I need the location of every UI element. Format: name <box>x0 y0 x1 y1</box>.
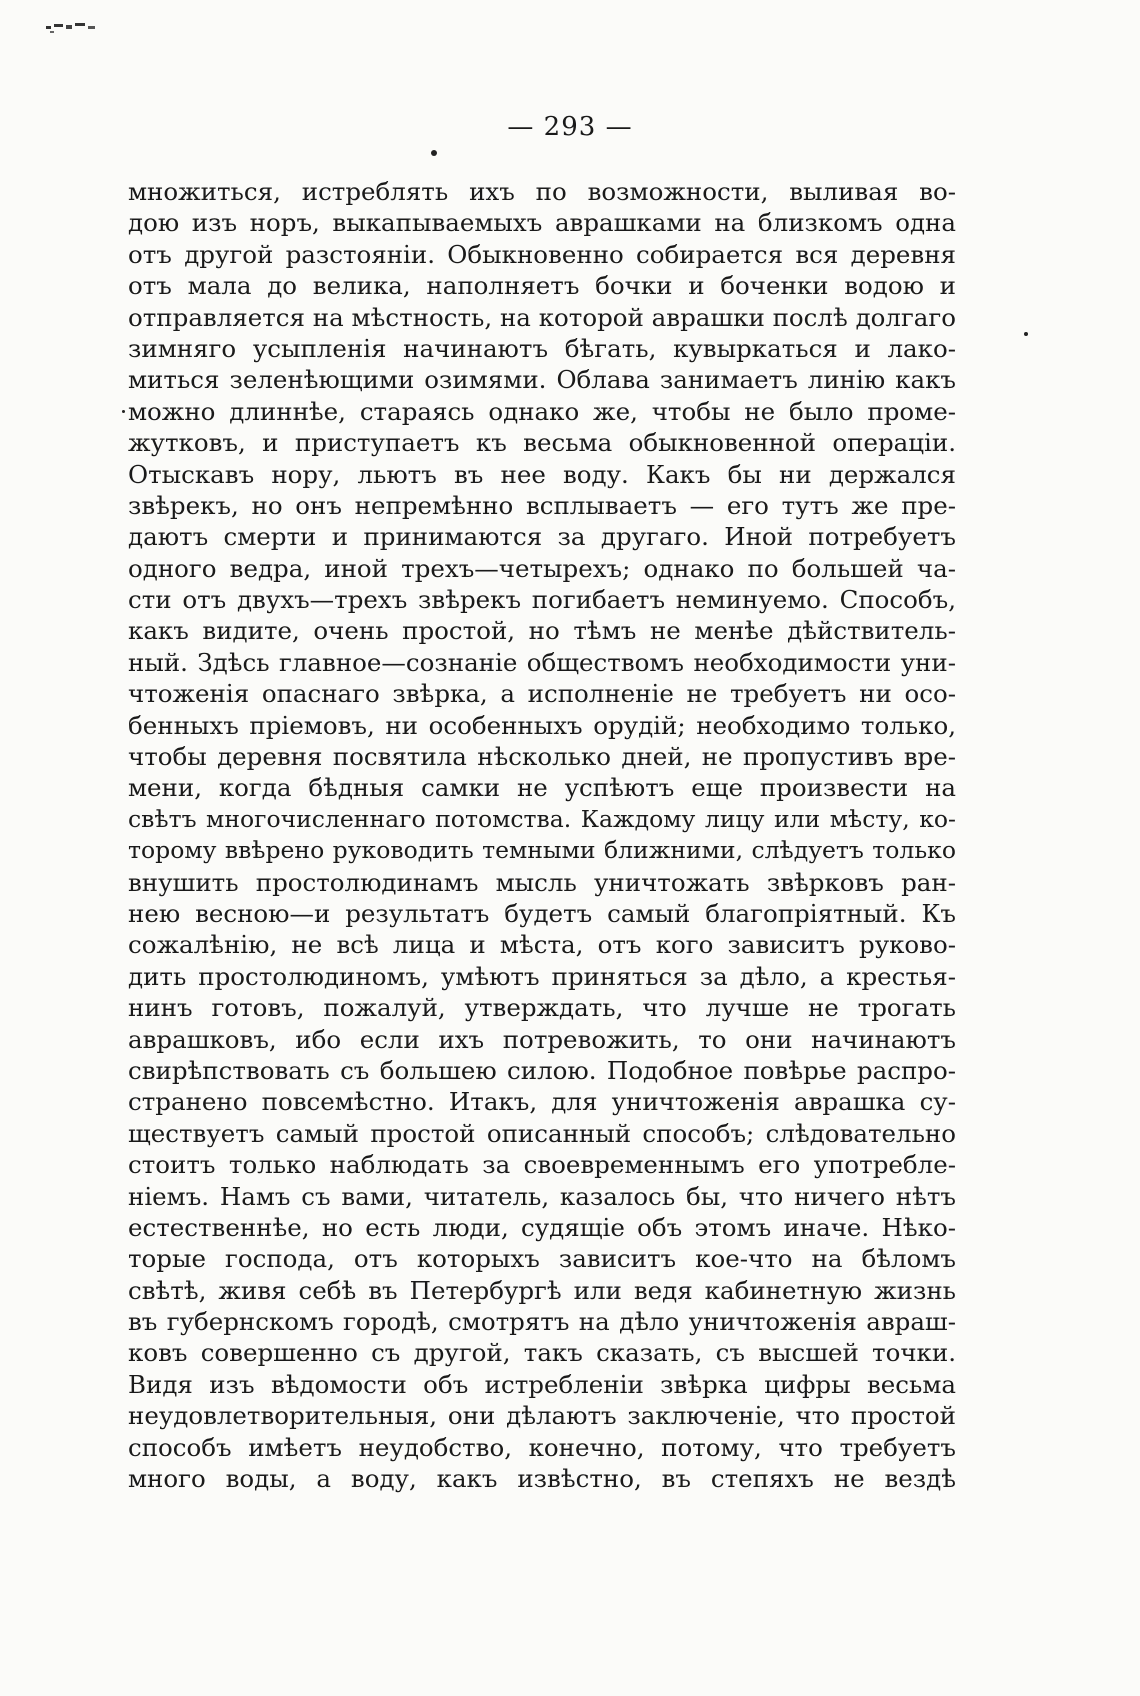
ink-speck <box>1024 332 1028 336</box>
text-line: нинъ готовъ, пожалуй, утверждать, что лучше не трогать <box>128 993 956 1023</box>
ink-speck <box>122 410 125 413</box>
text-line: мени, когда бѣдныя самки не успѣютъ еще произвести на <box>128 773 956 803</box>
ink-speck <box>431 150 437 156</box>
text-line: множиться, истреблять ихъ по возможности, выливая во- <box>128 177 956 206</box>
text-line: аврашковъ, ибо если ихъ потревожить, то они начинаютъ <box>128 1024 956 1054</box>
text-line: ніемъ. Намъ съ вами, читатель, казалось бы, что ничего нѣтъ <box>128 1181 956 1211</box>
text-line: зимняго усыпленія начинаютъ бѣгать, кувыркаться и лако- <box>128 333 956 363</box>
text-line: свѣтѣ, живя себѣ въ Петербургѣ или ведя кабинетную жизнь <box>128 1275 956 1305</box>
text-line: внушить простолюдинамъ мысль уничтожать звѣрковъ ран- <box>128 867 956 897</box>
text-line: сти отъ двухъ—трехъ звѣрекъ погибаетъ неминуемо. Способъ, <box>128 585 956 615</box>
text-line: одного ведра, иной трехъ—четырехъ; однако по большей ча- <box>128 553 956 583</box>
text-line: свѣтъ многочисленнаго потомства. Каждому лицу или мѣсту, ко- <box>128 804 956 833</box>
text-line: дою изъ норъ, выкапываемыхъ аврашками на близкомъ одна <box>128 208 956 238</box>
text-line: торые господа, отъ которыхъ зависитъ кое-что на бѣломъ <box>128 1244 956 1274</box>
text-line: ный. Здѣсь главное—сознаніе обществомъ необходимости уни- <box>128 647 956 677</box>
text-line: ществуетъ самый простой описанный способъ; слѣдовательно <box>128 1118 956 1148</box>
text-line: чтобы деревня посвятила нѣсколько дней, не пропустивъ вре- <box>128 742 956 772</box>
text-line: стоитъ только наблюдать за своевременнымъ его употребле- <box>128 1150 956 1180</box>
text-line: даютъ смерти и принимаются за другаго. Иной потребуетъ <box>128 522 956 552</box>
text-line: Видя изъ вѣдомости объ истребленіи звѣрка цифры весьма <box>128 1369 956 1399</box>
corner-scan-mark <box>46 22 100 36</box>
text-line: нею весною—и результатъ будетъ самый благопріятный. Къ <box>128 898 956 928</box>
text-line: много воды, а воду, какъ извѣстно, въ степяхъ не вездѣ <box>128 1464 956 1494</box>
text-line: странено повсемѣстно. Итакъ, для уничтоженія аврашка су- <box>128 1087 956 1117</box>
text-line: дить простолюдиномъ, умѣютъ приняться за дѣло, а крестья- <box>128 961 956 991</box>
text-line: миться зеленѣющими озимями. Облава занимаетъ линію какъ <box>128 365 956 395</box>
text-line: въ губернскомъ городѣ, смотрятъ на дѣло уничтоженія авраш- <box>128 1307 956 1337</box>
text-line: чтоженія опаснаго звѣрка, а исполненіе не требуетъ ни осо- <box>128 679 956 709</box>
text-line: жутковъ, и приступаетъ къ весьма обыкновенной операціи. <box>128 428 956 458</box>
text-line: торому ввѣрено руководить темными ближними, слѣдуетъ только <box>128 836 956 865</box>
text-line: можно длиннѣе, стараясь однако же, чтобы не было проме- <box>128 396 956 426</box>
text-line: отъ мала до велика, наполняетъ бочки и боченки водою и <box>128 271 956 301</box>
text-line: естественнѣе, но есть люди, судящіе объ этомъ иначе. Нѣко- <box>128 1212 956 1242</box>
text-line: ковъ совершенно съ другой, такъ сказать, съ высшей точки. <box>128 1338 956 1368</box>
text-line: Отыскавъ нору, льютъ въ нее воду. Какъ бы ни держался <box>128 459 956 489</box>
page-number: — 293 — <box>507 112 633 142</box>
text-line: отъ другой разстояніи. Обыкновенно собирается вся деревня <box>128 239 956 269</box>
text-line: звѣрекъ, но онъ непремѣнно всплываетъ — его тутъ же пре- <box>128 490 956 520</box>
text-line: сожалѣнію, не всѣ лица и мѣста, отъ кого зависитъ руково- <box>128 930 956 960</box>
text-line: свирѣпствовать съ большею силою. Подобное повѣрье распро- <box>128 1055 956 1085</box>
text-line: отправляется на мѣстность, на которой аврашки послѣ долгаго <box>128 302 956 332</box>
text-line: неудовлетворительныя, они дѣлаютъ заключеніе, что простой <box>128 1401 956 1431</box>
text-line: способъ имѣетъ неудобство, конечно, потому, что требуетъ <box>128 1432 956 1462</box>
text-line: бенныхъ пріемовъ, ни особенныхъ орудій; необходимо только, <box>128 710 956 740</box>
body-text <box>128 176 956 1494</box>
text-line: какъ видите, очень простой, но тѣмъ не менѣе дѣйствитель- <box>128 616 956 646</box>
